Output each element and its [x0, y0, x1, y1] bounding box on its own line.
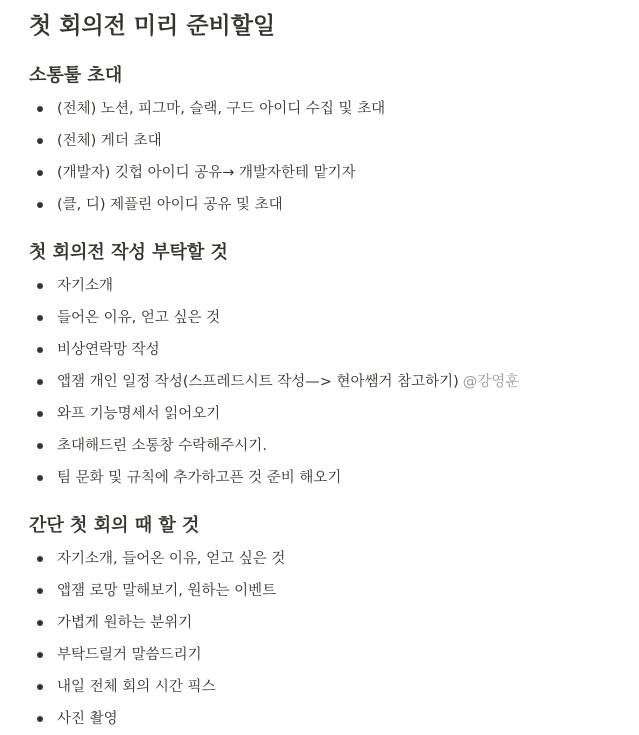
- list-item-text: 앱잼 로망 말해보기, 원하는 이벤트: [57, 583, 277, 599]
- list-item-text: 자기소개: [57, 278, 114, 294]
- list-item-text: 자기소개, 들어온 이유, 얻고 싶은 것: [57, 551, 286, 567]
- list-item-text: 앱잼 개인 일정 작성(스프레드시트 작성—> 현아쌤거 참고하기): [57, 374, 459, 390]
- bullet-list: [29, 270, 629, 494]
- list-item[interactable]: [29, 430, 629, 462]
- bullet-icon: [37, 716, 43, 722]
- list-item-text: 내일 전체 회의 시간 픽스: [57, 679, 216, 695]
- list-item-text: (개발자) 깃헙 아이디 공유→ 개발자한테 맡기자: [57, 165, 356, 181]
- list-item-text: (전체) 게더 초대: [57, 133, 162, 149]
- section-first-meeting-agenda: [29, 511, 629, 735]
- bullet-icon: [37, 283, 43, 289]
- section-invite-tools: [29, 61, 629, 221]
- list-item-text: 사진 촬영: [57, 711, 118, 727]
- list-item-text: 와프 기능명세서 읽어오기: [57, 406, 221, 422]
- section-heading[interactable]: 소통툴 초대: [29, 65, 123, 86]
- bullet-icon: [37, 170, 43, 176]
- list-item[interactable]: [29, 575, 629, 607]
- bullet-icon: [37, 411, 43, 417]
- bullet-icon: [37, 202, 43, 208]
- list-item[interactable]: [29, 462, 629, 494]
- list-item[interactable]: [29, 157, 629, 189]
- user-mention[interactable]: @강영훈: [462, 374, 520, 390]
- list-item[interactable]: [29, 334, 629, 366]
- list-item[interactable]: [29, 366, 629, 398]
- list-item-text: 부탁드릴거 말씀드리기: [57, 647, 202, 663]
- bullet-icon: [37, 652, 43, 658]
- bullet-list: [29, 543, 629, 735]
- section-pre-meeting-requests: [29, 238, 629, 494]
- list-item[interactable]: [29, 302, 629, 334]
- bullet-icon: [37, 443, 43, 449]
- bullet-icon: [37, 684, 43, 690]
- list-item[interactable]: [29, 189, 629, 221]
- list-item[interactable]: [29, 398, 629, 430]
- list-item[interactable]: [29, 270, 629, 302]
- bullet-icon: [37, 106, 43, 112]
- bullet-icon: [37, 588, 43, 594]
- list-item-text: 팀 문화 및 규칙에 추가하고픈 것 준비 해오기: [57, 470, 342, 486]
- bullet-icon: [37, 620, 43, 626]
- bullet-icon: [37, 138, 43, 144]
- bullet-icon: [37, 379, 43, 385]
- section-heading[interactable]: 간단 첫 회의 때 할 것: [29, 515, 200, 536]
- bullet-icon: [37, 556, 43, 562]
- page-title[interactable]: 첫 회의전 미리 준비할일: [29, 13, 276, 39]
- list-item-text: 들어온 이유, 얻고 싶은 것: [57, 310, 221, 326]
- list-item[interactable]: [29, 671, 629, 703]
- list-item[interactable]: [29, 703, 629, 735]
- bullet-icon: [37, 475, 43, 481]
- section-heading[interactable]: 첫 회의전 작성 부탁할 것: [29, 242, 228, 263]
- list-item[interactable]: [29, 125, 629, 157]
- list-item[interactable]: [29, 639, 629, 671]
- list-item[interactable]: [29, 607, 629, 639]
- list-item-text: 초대해드린 소통창 수락해주시기.: [57, 438, 267, 454]
- list-item-text: 가볍게 원하는 분위기: [57, 615, 193, 631]
- list-item-text: 비상연락망 작성: [57, 342, 160, 358]
- list-item[interactable]: [29, 93, 629, 125]
- bullet-icon: [37, 347, 43, 353]
- bullet-list: [29, 93, 629, 221]
- bullet-icon: [37, 315, 43, 321]
- list-item-text: (전체) 노션, 피그마, 슬랙, 구드 아이디 수집 및 초대: [57, 101, 386, 117]
- list-item-text: (클, 디) 제플린 아이디 공유 및 초대: [57, 197, 283, 213]
- list-item[interactable]: [29, 543, 629, 575]
